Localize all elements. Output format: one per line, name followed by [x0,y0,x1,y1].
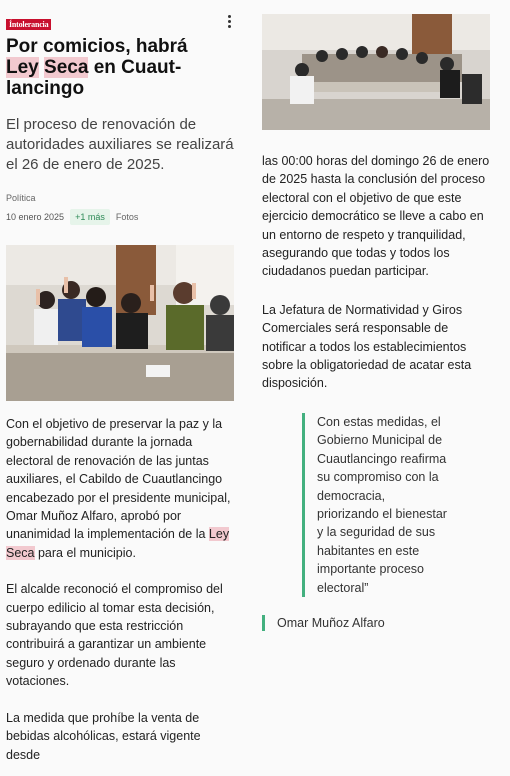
article-subtitle: El proceso de renovación de autoridades auxiliares se realizará el 26 de enero de 2025. [6,116,234,173]
title-highlight-ley: Ley [6,57,39,78]
article-photo-secondary[interactable] [262,14,490,130]
title-part2: en Cuaut-lancingo [6,57,182,99]
p1-highlight-ley: Ley [208,527,230,542]
right-column [262,14,490,631]
title-part1: Por comicios, habrá [6,36,188,57]
council-table-photo-illustration [262,14,490,130]
more-options-icon[interactable] [224,14,234,30]
quote-author: Omar Muñoz Alfaro [262,615,490,631]
brand-row [6,14,234,30]
left-column [6,14,234,776]
body-paragraph-3: La medida que prohíbe la venta de bebidas alcohólicas, estará vigente desde [6,710,201,762]
title-highlight-seca: Seca [44,57,89,78]
p1-highlight-seca: Seca [6,545,35,560]
p1-text: Con el objetivo de preservar la paz y la gobernabilidad durante la jornada electoral de renovación de las juntas auxiliares, el Cabildo de Cuautlancingo encabezado por el presidente municipal, Omar Muñoz Alfaro, aprobó por unanimidad la implementación de la [6,417,231,542]
body-paragraph-5: La Jefatura de Normatividad y Giros Comerciales será responsable de notificar a todos los establecimientos sobre la obligatoriedad de acatar esta disposición. [262,302,472,391]
pull-quote: Con estas medidas, el Gobierno Municipal de Cuautlancingo reafirma su compromiso con la democracia, priorizando el bienestar y la seguridad de sus habitantes en este importante proceso electoral” [302,413,450,597]
section-label[interactable]: Política [6,193,36,203]
article-photo-main[interactable] [6,245,234,401]
p1-text-end: para el municipio. [37,545,136,560]
photos-link[interactable]: Fotos [115,212,139,222]
body-paragraph-1 [6,415,234,562]
more-badge[interactable]: +1 más [70,209,110,225]
meeting-photo-illustration [6,245,234,401]
body-paragraph-2: El alcalde reconoció el compromiso del cuerpo edilicio al tomar esta decisión, subrayando que esta restricción contribuirá a garantizar un ambiente seguro y ordenado durante las votaciones. [6,582,223,689]
article-title [6,36,234,99]
brand-logo[interactable]: Íntolerancia [6,19,51,30]
article-meta [6,209,234,225]
body-paragraph-4: las 00:00 horas del domingo 26 de enero de 2025 hasta la conclusión del proceso electoral con el objetivo de que este ejercicio democrático se lleve a cabo en un entorno de respeto y tranquilidad, asegurando que todas y todos los ciudadanos puedan participar. [262,154,490,279]
article-date: 10 enero 2025 [6,212,65,222]
